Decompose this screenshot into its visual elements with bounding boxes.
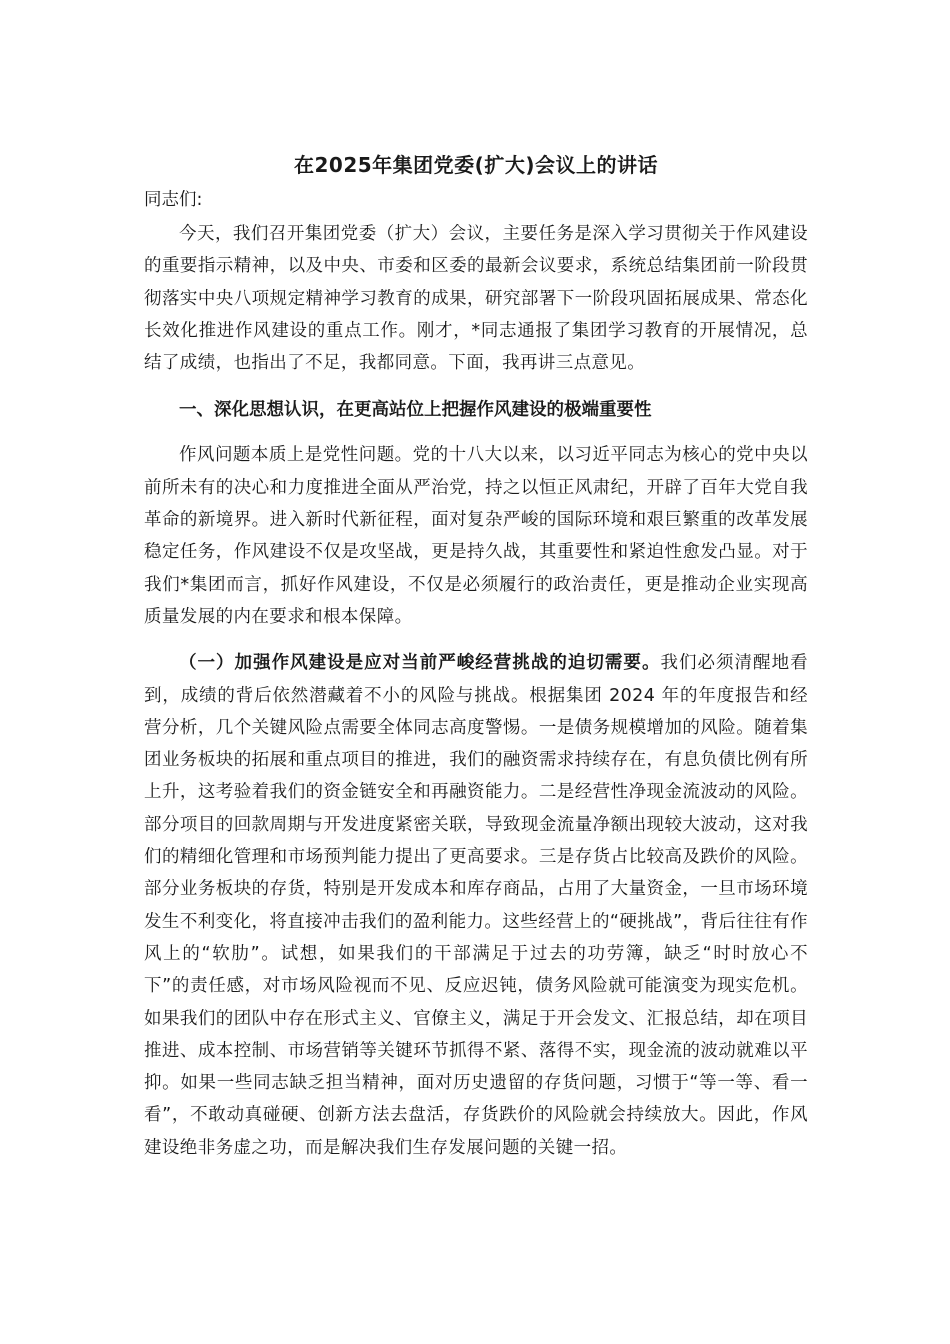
subsection-1-body: 我们必须清醒地看到，成绩的背后依然潜藏着不小的风险与挑战。根据集团 2024 年的年度报告和经营分析，几个关键风险点需要全体同志高度警惕。一是债务规模增加的风险。随着集团业务板块的拓展和重点项目的推进，我们的融资需求持续存在，有息负债比例有所上升，这考验着我们的资金链安全和再融资能力。二是经营性净现金流波动的风险。部分项目的回款周期与开发进度紧密关联，导致现金流量净额出现较大波动，这对我们的精细化管理和市场预判能力提出了更高要求。三是存货占比较高及跌价的风险。部分业务板块的存货，特别是开发成本和库存商品，占用了大量资金，一旦市场环境发生不利变化，将直接冲击我们的盈利能力。这些经营上的“硬挑战”，背后往往有作风上的“软肋”。试想，如果我们的干部满足于过去的功劳簿，缺乏“时时放心不下”的责任感，对市场风险视而不见、反应迟钝，债务风险就可能演变为现实危机。如果我们的团队中存在形式主义、官僚主义，满足于开会发文、汇报总结，却在项目推进、成本控制、市场营销等关键环节抓得不紧、落得不实，现金流的波动就难以平抑。如果一些同志缺乏担当精神，面对历史遗留的存货问题，习惯于“等一等、看一看”，不敢动真碰硬、创新方法去盘活，存货跌价的风险就会持续放大。因此，作风建设绝非务虚之功，而是解决我们生存发展问题的关键一招。 — [144, 653, 808, 1158]
document-page — [144, 148, 808, 1164]
greeting: 同志们: — [144, 190, 203, 210]
section-1-paragraph: 作风问题本质上是党性问题。党的十八大以来，以习近平同志为核心的党中央以前所未有的决心和力度推进全面从严治党，持之以恒正风肃纪，开辟了百年大党自我革命的新境界。进入新时代新征程，面对复杂严峻的国际环境和艰巨繁重的改革发展稳定任务，作风建设不仅是攻坚战，更是持久战，其重要性和紧迫性愈发凸显。对于我们*集团而言，抓好作风建设，不仅是必须履行的政治责任，更是推动企业实现高质量发展的内在要求和根本保障。 — [144, 445, 808, 627]
subsection-1-lead: （一）加强作风建设是应对当前严峻经营挑战的迫切需要。 — [179, 653, 661, 674]
section-heading-1: 一、深化思想认识，在更高站位上把握作风建设的极端重要性 — [179, 400, 652, 421]
subsection-1-paragraph — [144, 647, 808, 1164]
intro-paragraph: 今天，我们召开集团党委（扩大）会议，主要任务是深入学习贯彻关于作风建设的重要指示精神，以及中央、市委和区委的最新会议要求，系统总结集团前一阶段贯彻落实中央八项规定精神学习教育的成果，研究部署下一阶段巩固拓展成果、常态化长效化推进作风建设的重点工作。刚才，*同志通报了集团学习教育的开展情况，总结了成绩，也指出了不足，我都同意。下面，我再讲三点意见。 — [144, 224, 808, 374]
document-title: 在2025年集团党委(扩大)会议上的讲话 — [294, 153, 658, 177]
